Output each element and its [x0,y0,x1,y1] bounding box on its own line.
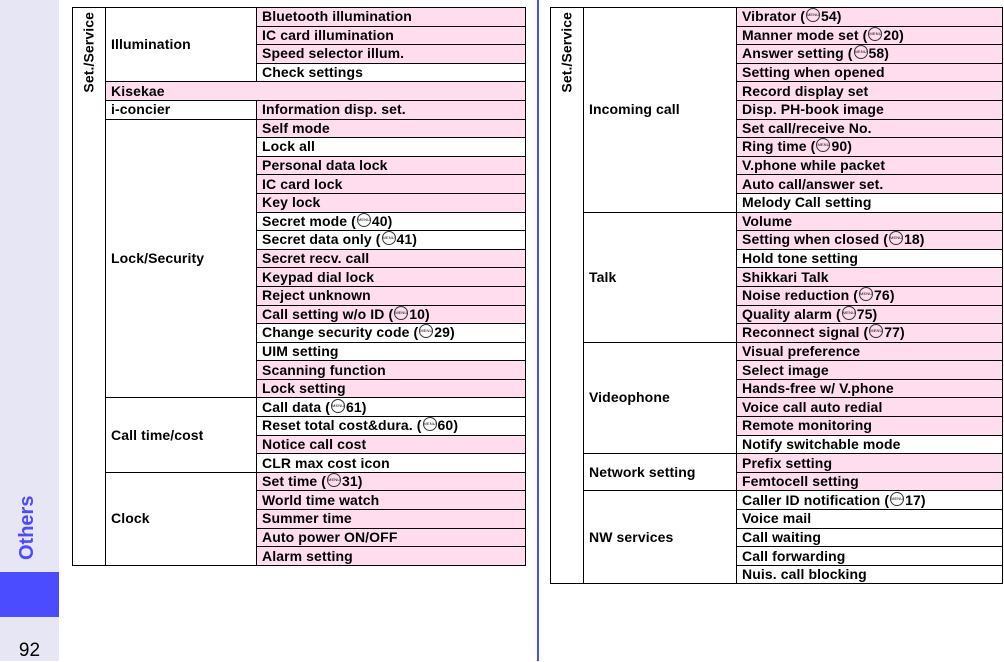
menu-item [737,45,1003,64]
menu-item-label: Change security code ( [262,324,419,341]
menu-item [257,100,526,119]
table-row [551,454,1003,473]
menu-item [257,398,526,417]
menu-item-label: Notify switchable mode [742,435,901,452]
page-reference: 75) [856,305,878,322]
page-reference: 29) [434,324,455,341]
menu-item [737,342,1003,361]
menu-item [737,491,1003,510]
menu-item-label: Alarm setting [262,547,353,564]
left-menu-table [72,7,526,566]
page-reference: 10) [409,305,430,322]
menu-item-label: Information disp. set. [262,101,406,118]
menu-item-label: Check settings [262,64,363,81]
page-reference: 54) [820,8,842,25]
menu-item [257,547,526,566]
menu-item-label: Reset total cost&dura. ( [262,417,422,434]
menu-item [257,528,526,547]
menu-item [737,435,1003,454]
menu-item-label: Ring time ( [742,138,816,155]
menu-item [257,342,526,361]
category-label: Set./Service [558,12,575,93]
menu-item [737,398,1003,417]
menu-icon: MENU [382,231,396,245]
table-row [73,8,526,27]
section-tab-marker [0,572,59,617]
menu-item [737,528,1003,547]
menu-item [257,193,526,212]
menu-item-label: Answer setting ( [742,45,853,62]
menu-item [737,8,1003,27]
menu-item-label: Call data ( [262,398,331,415]
menu-item [257,63,526,82]
menu-item-label: Shikkari Talk [742,268,829,285]
menu-item-label: Select image [742,361,829,378]
menu-item-label: Volume [742,212,793,229]
category-cell [73,8,106,566]
menu-item-label: IC card lock [262,175,343,192]
page-reference: 90) [831,138,852,155]
menu-item [737,26,1003,45]
menu-icon: MENU [869,324,883,338]
page-reference: 76) [874,287,895,304]
menu-item-label: Nuis. call blocking [742,566,867,583]
menu-item-label: CLR max cost icon [262,454,390,471]
menu-item [737,268,1003,287]
menu-item-label: Setting when opened [742,64,885,81]
section-tab-label: Others [16,495,38,560]
menu-icon: MENU [816,138,830,152]
menu-item [737,510,1003,529]
category-cell [551,8,584,584]
menu-item [737,231,1003,250]
menu-icon: MENU [423,417,437,431]
menu-item [257,286,526,305]
menu-group-name: Lock/Security [106,119,257,398]
page-reference: 77) [884,324,905,341]
menu-item-label: Vibrator ( [742,8,805,25]
menu-item-label: IC card illumination [262,26,394,43]
menu-item [257,268,526,287]
menu-icon: MENU [327,473,341,487]
menu-item-label: Hold tone setting [742,250,859,267]
menu-item-label: Auto call/answer set. [742,175,884,192]
menu-item-label: Record display set [742,82,869,99]
menu-item [257,138,526,157]
menu-item [737,379,1003,398]
menu-group-full: Kisekae [106,82,526,101]
page-reference: 40) [371,212,393,229]
table-row [73,82,526,101]
column-divider [537,0,539,661]
menu-item [257,305,526,324]
menu-item-label: Call waiting [742,528,821,545]
menu-item [257,417,526,436]
menu-item-label: Summer time [262,510,352,527]
menu-item [257,212,526,231]
menu-item-label: Personal data lock [262,157,388,174]
menu-item-label: Bluetooth illumination [262,8,412,25]
menu-item-label: Noise reduction ( [742,287,859,304]
menu-item [737,361,1003,380]
menu-item-label: Secret recv. call [262,250,370,267]
menu-item-label: Call forwarding [742,547,846,564]
menu-item [737,286,1003,305]
menu-group-name: i-concier [106,100,257,119]
menu-item-label: Visual preference [742,342,861,359]
page-reference: 20) [883,26,904,43]
menu-group-name: Videophone [584,342,737,454]
table-row [551,8,1003,27]
menu-item-label: Hands-free w/ V.phone [742,380,894,397]
menu-item-label: Reject unknown [262,287,371,304]
menu-item-label: Disp. PH-book image [742,101,884,118]
page-number: 92 [18,640,41,661]
menu-item-label: UIM setting [262,342,339,359]
menu-icon: MENU [854,45,868,59]
menu-icon: MENU [806,8,820,22]
menu-item-label: Voice mail [742,510,812,527]
menu-group-name: Clock [106,472,257,565]
menu-item [737,82,1003,101]
menu-item-label: Melody Call setting [742,194,872,211]
menu-icon: MENU [868,27,882,41]
table-row [73,119,526,138]
page-reference: 60) [437,417,459,434]
menu-group-name: Call time/cost [106,398,257,472]
menu-item-label: Voice call auto redial [742,398,883,415]
menu-item [257,231,526,250]
menu-item-label: Speed selector illum. [262,45,405,62]
page-reference: 17) [905,491,926,508]
menu-item-label: Lock setting [262,380,346,397]
menu-item [737,454,1003,473]
menu-item [737,138,1003,157]
menu-item-label: Set time ( [262,473,327,490]
menu-icon: MENU [394,306,408,320]
menu-item [737,472,1003,491]
menu-item [257,119,526,138]
right-menu-table [550,7,1003,584]
menu-item [737,249,1003,268]
menu-icon: MENU [419,324,433,338]
menu-icon: MENU [859,287,873,301]
menu-item-label: Call setting w/o ID ( [262,305,394,322]
page-reference: 41) [396,231,418,248]
menu-item [737,324,1003,343]
table-row [73,472,526,491]
menu-icon: MENU [842,306,856,320]
page-reference: 31) [342,473,363,490]
menu-item-label: Prefix setting [742,454,833,471]
menu-item [257,454,526,473]
menu-item-label: Reconnect signal ( [742,324,869,341]
menu-group-name: NW services [584,491,737,584]
menu-item-label: World time watch [262,491,380,508]
menu-item [257,249,526,268]
menu-item-label: Quality alarm ( [742,305,841,322]
menu-item [737,100,1003,119]
menu-item [257,379,526,398]
menu-icon: MENU [889,231,903,245]
menu-item-label: Caller ID notification ( [742,491,890,508]
menu-item-label: Femtocell setting [742,473,859,490]
menu-item [737,63,1003,82]
menu-item [737,212,1003,231]
menu-item [257,45,526,64]
sidebar [0,0,59,661]
table-row [551,342,1003,361]
category-label: Set./Service [80,12,97,93]
menu-item-label: Lock all [262,138,315,155]
menu-item [737,547,1003,566]
menu-item [257,8,526,27]
page-reference: 58) [868,45,890,62]
menu-item-label: Remote monitoring [742,417,873,434]
page-reference: 18) [904,231,925,248]
menu-item [257,491,526,510]
menu-item [737,417,1003,436]
table-row [73,398,526,417]
menu-item-label: Keypad dial lock [262,268,375,285]
menu-item-label: Manner mode set ( [742,26,868,43]
menu-item-label: Key lock [262,194,321,211]
menu-item [257,361,526,380]
menu-group-name: Network setting [584,454,737,491]
menu-item-label: Secret mode ( [262,212,356,229]
menu-item-label: Secret data only ( [262,231,381,248]
menu-item [737,305,1003,324]
menu-item [257,26,526,45]
table-row [551,491,1003,510]
menu-item [257,156,526,175]
menu-item [737,156,1003,175]
menu-group-name: Incoming call [584,8,737,213]
menu-group-name: Talk [584,212,737,342]
menu-item-label: Auto power ON/OFF [262,528,398,545]
menu-icon: MENU [331,399,345,413]
menu-group-name: Illumination [106,8,257,82]
menu-item-label: Notice call cost [262,435,367,452]
menu-item-label: Set call/receive No. [742,119,872,136]
menu-item [737,175,1003,194]
menu-item-label: Scanning function [262,361,386,378]
menu-item [737,193,1003,212]
menu-item [257,175,526,194]
menu-item [257,435,526,454]
menu-icon: MENU [890,492,904,506]
menu-item-label: Self mode [262,119,330,136]
menu-item [737,119,1003,138]
menu-item [257,472,526,491]
page-reference: 61) [346,398,367,415]
menu-item-label: V.phone while packet [742,157,886,174]
menu-item [257,510,526,529]
menu-item-label: Setting when closed ( [742,231,889,248]
menu-item [737,565,1003,584]
menu-item [257,324,526,343]
table-row [73,100,526,119]
menu-icon: MENU [357,213,371,227]
table-row [551,212,1003,231]
